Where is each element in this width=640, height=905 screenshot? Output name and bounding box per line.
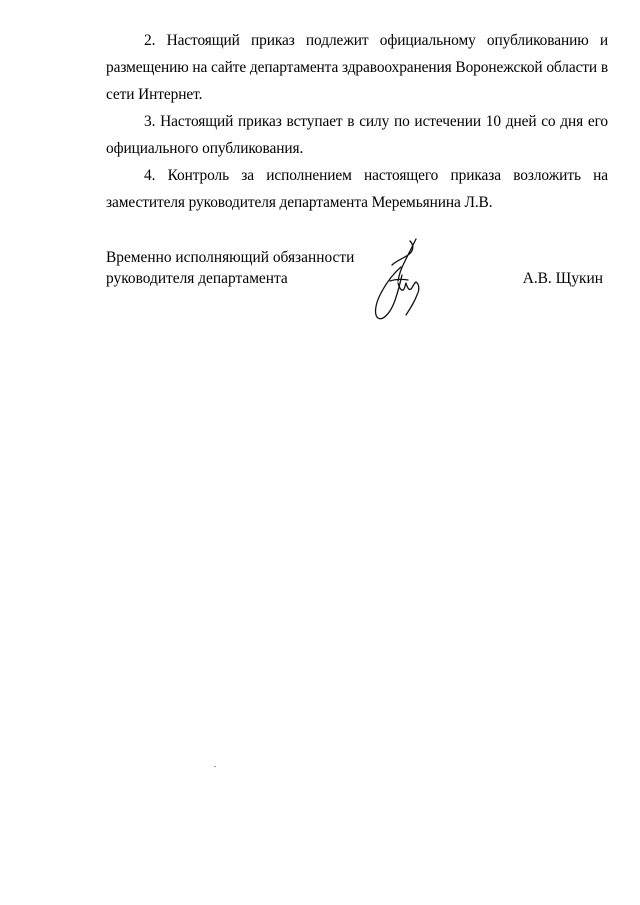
- scan-speck: [214, 766, 216, 767]
- paragraph-text: Настоящий приказ подлежит официальному опубликованию и размещению на сайте департамента здравоохранения Воронежской области в сети Интернет.: [106, 32, 608, 103]
- signature-stroke: [398, 239, 416, 281]
- paragraph-text: Контроль за исполнением настоящего приказа возложить на заместителя руководителя департамента Меремьянина Л.В.: [106, 167, 608, 211]
- handwritten-signature: [368, 237, 430, 327]
- paragraph-number: 4.: [144, 167, 156, 184]
- paragraph-4: [106, 162, 608, 216]
- paragraph-number: 2.: [144, 32, 156, 49]
- signature-block: [106, 247, 608, 337]
- document-body: [106, 27, 608, 216]
- signature-stroke: [392, 241, 413, 265]
- signature-stroke: [398, 282, 416, 290]
- signer-position: [106, 247, 354, 289]
- paragraph-3: [106, 108, 608, 162]
- signature-stroke: [376, 267, 402, 319]
- paragraph-number: 3.: [144, 113, 156, 130]
- signature-stroke: [390, 279, 408, 281]
- paragraph-text: Настоящий приказ вступает в силу по истечении 10 дней со дня его официального опубликования.: [106, 113, 608, 157]
- paragraph-2: [106, 27, 608, 108]
- signer-position-line-1: Временно исполняющий обязанности: [106, 249, 355, 266]
- signer-name: А.В. Щукин: [522, 270, 603, 287]
- signer-position-line-2: руководителя департамента: [106, 270, 288, 287]
